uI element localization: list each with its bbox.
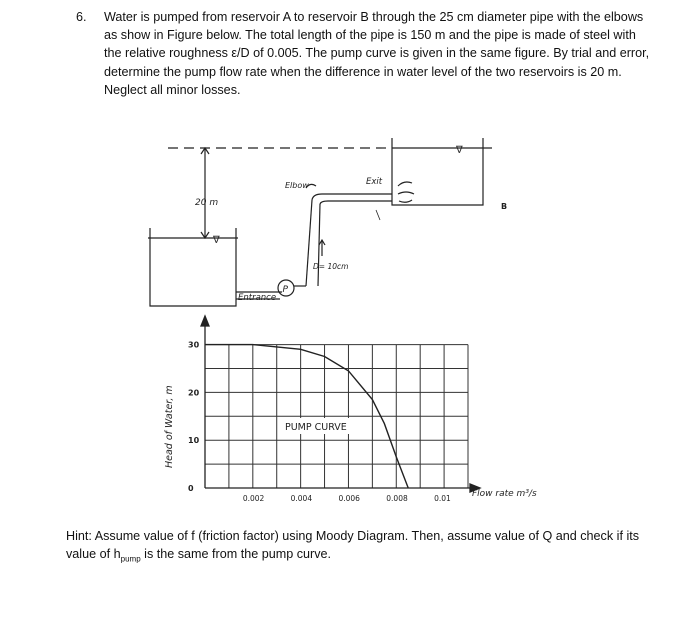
exit-flow-icon: [398, 192, 414, 194]
pump-label: P: [282, 285, 288, 295]
diameter-label: D= 10cm: [313, 262, 349, 271]
problem-line: Water is pumped from reservoir A to reservoir B through the 25 cm diameter pipe with the elbows: [104, 10, 644, 24]
y-tick-label: 20: [188, 388, 200, 398]
pump-curve-label: PUMP CURVE: [285, 422, 347, 433]
hint-subscript: pump: [120, 554, 141, 564]
x-tick-label: 0.006: [338, 494, 360, 503]
x-tick-label: 0.004: [290, 494, 313, 503]
water-level-symbol-b: ∇: [456, 145, 463, 156]
entrance-label: Entrance: [238, 293, 277, 303]
reservoir-a: [150, 228, 236, 306]
y-tick-label: 0: [188, 484, 194, 493]
x-tick-labels: [243, 494, 451, 503]
hint-text: value of h: [66, 547, 121, 562]
hint: [66, 527, 666, 569]
pipe-riser: [306, 200, 312, 286]
x-axis-label: Flow rate m³/s: [472, 489, 537, 499]
x-tick-label: 0.008: [386, 494, 408, 503]
y-tick-labels: [188, 341, 200, 493]
chart-axes: [201, 316, 480, 492]
pump-curve-chart: [164, 316, 537, 503]
reservoir-b-label: B: [501, 202, 508, 211]
hint-line-2: [66, 545, 666, 569]
sketch-mark: [376, 210, 380, 220]
problem-line: the relative roughness ε/D of 0.005. The pump curve is given in the same figure. By trial and error,: [104, 46, 650, 61]
y-axis-label: Head of Water, m: [164, 385, 175, 468]
reservoir-schematic: [148, 138, 492, 306]
x-tick-label: 0.01: [434, 494, 451, 503]
x-tick-label: 0.002: [242, 494, 265, 503]
water-level-symbol-a: ∇: [213, 235, 220, 246]
exit-flow-icon: [399, 200, 412, 202]
elbow-pipe: [320, 201, 392, 204]
y-tick-label: 10: [188, 436, 200, 446]
hint-text: is the same from the pump curve.: [140, 547, 332, 562]
elbow-label: Elbow: [285, 181, 309, 190]
hint-line: Hint: Assume value of f (friction factor) using Moody Diagram. Then, assume value of Q and check if its: [66, 529, 640, 543]
problem-number: 6.: [76, 10, 87, 24]
problem-line: determine the pump flow rate when the difference in water level of the two reservoirs is 20 m.: [104, 64, 622, 79]
exit-label: Exit: [366, 177, 383, 187]
problem-line: as show in Figure below. The total length of the pipe is 150 m and the pipe is made of steel with: [104, 28, 636, 43]
chart-grid: [205, 345, 468, 488]
y-tick-label: 30: [188, 340, 200, 350]
y-axis-arrow: [201, 316, 209, 326]
exit-flow-icon: [398, 182, 412, 186]
elbow-pipe: [312, 194, 392, 200]
height-label: 20 m: [195, 198, 219, 208]
problem-line: Neglect all minor losses.: [104, 82, 241, 97]
